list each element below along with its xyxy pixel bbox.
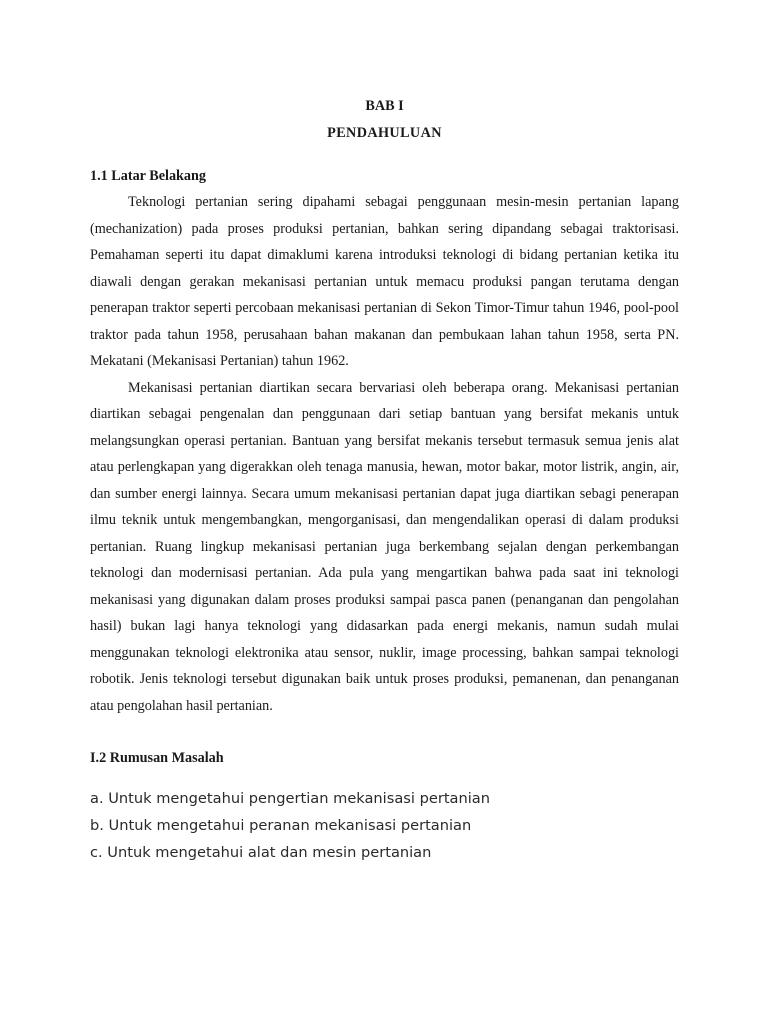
list-item: c. Untuk mengetahui alat dan mesin pertanian [90, 844, 432, 861]
chapter-number: BAB I [365, 98, 404, 114]
chapter-title: PENDAHULUAN [327, 125, 442, 141]
problem-list [90, 785, 679, 866]
document-page [90, 93, 679, 866]
section-heading-rumusan-masalah: I.2 Rumusan Masalah [90, 750, 224, 766]
list-item: b. Untuk mengetahui peranan mekanisasi pertanian [90, 817, 472, 834]
paragraph-1: Teknologi pertanian sering dipahami sebagai penggunaan mesin-mesin pertanian lapang (mechanization) pada proses produksi pertanian, bahkan sering dipandang sebagai traktorisasi. Pemahaman seperti itu dapat dimaklumi karena introduksi teknologi di bidang pertanian ketika itu diawali dengan gerakan mekanisasi pertanian untuk memacu produksi pangan terutama dengan penerapan traktor seperti percobaan mekanisasi pertanian di Sekon Timor-Timur tahun 1946, pool-pool traktor pada tahun 1958, perusahaan bahan makanan dan pembukaan lahan tahun 1958, serta PN. Mekatani (Mekanisasi Pertanian) tahun 1962. [90, 194, 679, 369]
list-item: a. Untuk mengetahui pengertian mekanisasi pertanian [90, 790, 490, 807]
section-heading-latar-belakang: 1.1 Latar Belakang [90, 168, 207, 184]
paragraph-2: Mekanisasi pertanian diartikan secara bervariasi oleh beberapa orang. Mekanisasi pertanian diartikan sebagai pengenalan dan penggunaan dari setiap bantuan yang bersifat mekanis untuk melangsungkan operasi pertanian. Bantuan yang bersifat mekanis tersebut termasuk semua jenis alat atau perlengkapan yang digerakkan oleh tenaga manusia, hewan, motor bakar, motor listrik, angin, air, dan sumber energi lainnya. Secara umum mekanisasi pertanian dapat juga diartikan sebagi penerapan ilmu teknik untuk mengembangkan, mengorganisasi, dan mengendalikan operasi di dalam produksi pertanian. Ruang lingkup mekanisasi pertanian juga berkembang sejalan dengan perkembangan teknologi dan modernisasi pertanian. Ada pula yang mengartikan bahwa pada saat ini teknologi mekanisasi yang digunakan dalam proses produksi sampai pasca panen (penanganan dan pengolahan hasil) bukan lagi hanya teknologi yang didasarkan pada energi mekanis, namun sudah mulai menggunakan teknologi elektronika atau sensor, nuklir, image processing, bahkan sampai teknologi robotik. Jenis teknologi tersebut digunakan baik untuk proses produksi, pemanenan, dan penanganan atau pengolahan hasil pertanian. [90, 379, 679, 714]
